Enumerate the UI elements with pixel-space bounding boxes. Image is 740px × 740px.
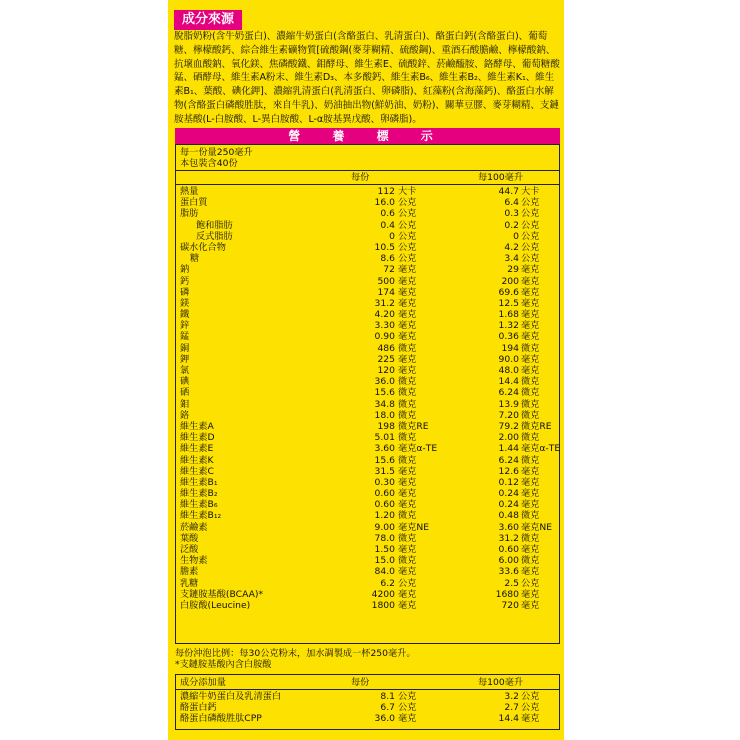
serving-size: 每一份量250毫升 [180,147,253,158]
column-header-per-serving: 每份 [351,677,370,688]
nutrient-name: 維生素B₂ [180,488,218,500]
per-serving-value: 0.60 [374,499,395,511]
notes [175,648,416,670]
per-serving-unit: 微克 [398,555,417,567]
per-serving-value: 500 [377,275,395,287]
per-serving-unit: 公克 [398,219,417,231]
per-100ml-value: 2.00 [498,432,519,444]
table-row [176,376,561,387]
per-100ml-value: 0.60 [498,544,519,555]
per-serving-value: 4.20 [374,309,395,321]
per-100ml-unit: 微克 [521,510,540,522]
table-row [176,466,561,477]
per-100ml-value: 31.2 [498,532,519,544]
per-serving-value: 36.0 [374,376,395,388]
per-serving-value: 15.0 [374,555,395,567]
table-row [176,186,561,197]
per-100ml-unit: 微克 [521,432,540,444]
per-serving-unit: 公克 [398,253,417,265]
nutrient-name: 泛酸 [180,544,199,555]
table-row [176,555,561,566]
per-100ml-unit: 微克 [521,376,540,388]
table-row [176,488,561,499]
per-serving-unit: 毫克 [398,588,417,600]
per-serving-unit: 公克 [398,577,417,589]
column-header-per-100ml: 每100毫升 [478,172,524,183]
per-serving-value: 9.00 [374,521,395,533]
nutrient-name: 鎂 [180,297,190,309]
per-100ml-unit: 微克RE [521,420,552,432]
per-100ml-value: 1.44 [498,443,519,455]
per-100ml-unit: 毫克 [521,488,540,500]
bcaa-footnote: *支鏈胺基酸內含白胺酸 [175,659,272,670]
per-100ml-value: 48.0 [498,365,519,376]
per-100ml-unit: 毫克 [521,713,540,725]
nutrient-name: 鈣 [180,275,190,287]
per-100ml-value: 1.32 [498,320,519,332]
per-serving-unit: 毫克α-TE [398,443,438,455]
per-serving-value: 1.50 [374,544,395,555]
nutrient-name: 生物素 [180,555,208,567]
table-row [176,477,561,488]
nutrient-name: 鈉 [180,264,190,276]
per-serving-unit: 毫克 [398,275,417,287]
per-100ml-unit: 毫克 [521,275,540,287]
nutrient-name: 膽素 [180,566,199,578]
per-100ml-value: 0 [513,230,519,242]
nutrition-facts-header: 營 養 標 示 [175,128,560,144]
nutrient-name: 乳糖 [180,577,199,589]
per-serving-unit: 微克 [398,387,417,399]
per-serving-unit: 毫克 [398,488,417,500]
table-row [176,533,561,544]
per-serving-value: 6.2 [380,577,395,589]
per-serving-unit: 微克RE [398,420,429,432]
per-100ml-unit: 公克 [521,691,540,702]
per-100ml-value: 2.5 [504,577,519,589]
table-row [176,589,561,600]
table-row [176,354,561,365]
table-row [176,691,561,702]
nutrient-name: 磷 [180,286,190,298]
table-row [176,522,561,533]
nutrient-name: 鉀 [180,353,190,365]
per-serving-value: 8.6 [380,253,395,265]
per-100ml-unit: 微克 [521,398,540,410]
table-row [176,242,561,253]
nutrient-name: 維生素C [180,465,214,477]
per-100ml-value: 0.2 [504,219,519,231]
per-100ml-value: 0.24 [498,499,519,511]
per-serving-value: 84.0 [374,566,395,578]
per-100ml-value: 69.6 [498,286,519,298]
nutrient-name: 硒 [180,387,190,399]
per-100ml-value: 0.3 [504,208,519,220]
table-row [176,208,561,219]
per-serving-unit: 微克 [398,342,417,354]
per-100ml-unit: 微克 [521,387,540,399]
nutrient-name: 蛋白質 [180,197,208,209]
per-serving-value: 486 [377,342,395,354]
per-100ml-value: 0.48 [498,510,519,522]
per-serving-unit: 毫克 [398,320,417,332]
per-100ml-unit: 毫克 [521,499,540,511]
per-serving-unit: 微克 [398,432,417,444]
per-100ml-unit: 微克 [521,532,540,544]
per-serving-value: 8.1 [380,691,395,702]
per-100ml-unit: 毫克 [521,566,540,578]
per-serving-value: 0 [389,230,395,242]
nutrient-name: 維生素B₁₂ [180,510,222,522]
nutrient-name: 白胺酸(Leucine) [180,599,251,611]
table-row [176,600,561,611]
per-100ml-value: 0.12 [498,476,519,488]
per-100ml-value: 6.4 [504,197,519,209]
per-serving-value: 0.6 [380,208,395,220]
per-serving-value: 0.60 [374,488,395,500]
column-header-per-100ml: 每100毫升 [478,677,524,688]
per-100ml-value: 3.2 [504,691,519,702]
table-row [176,578,561,589]
table-row [176,276,561,287]
per-serving-unit: 公克 [398,691,417,702]
per-100ml-unit: 微克 [521,555,540,567]
per-100ml-unit: 毫克 [521,353,540,365]
per-100ml-value: 4.2 [504,241,519,253]
nutrient-name: 鐵 [180,309,190,321]
per-serving-value: 34.8 [374,398,395,410]
nutrient-name: 鉻 [180,409,190,421]
nutrient-name: 鉬 [180,398,190,410]
per-100ml-unit: 公克 [521,197,540,209]
per-serving-value: 16.0 [374,197,395,209]
per-100ml-value: 6.24 [498,454,519,466]
per-100ml-value: 3.60 [498,521,519,533]
table-row [176,455,561,466]
per-100ml-unit: 毫克 [521,297,540,309]
per-100ml-unit: 毫克 [521,365,540,376]
nutrient-name: 維生素B₆ [180,499,218,511]
per-100ml-unit: 毫克NE [521,521,553,533]
per-100ml-unit: 毫克 [521,599,540,611]
per-serving-value: 78.0 [374,532,395,544]
nutrient-name: 維生素B₁ [180,476,218,488]
per-100ml-value: 200 [501,275,519,287]
table-row [176,231,561,242]
per-serving-value: 36.0 [374,713,395,725]
table-row [176,399,561,410]
per-100ml-value: 79.2 [498,420,519,432]
per-serving-value: 72 [383,264,395,276]
per-serving-value: 31.5 [374,465,395,477]
per-serving-value: 0.4 [380,219,395,231]
table-row [176,421,561,432]
per-serving-unit: 微克 [398,409,417,421]
per-100ml-value: 6.00 [498,555,519,567]
per-serving-value: 225 [377,353,395,365]
table-row [176,309,561,320]
per-100ml-unit: 毫克 [521,331,540,343]
per-serving-unit: 毫克 [398,264,417,276]
nutrient-name: 葉酸 [180,532,199,544]
per-serving-value: 10.5 [374,241,395,253]
table-row [176,298,561,309]
per-serving-value: 6.7 [380,702,395,714]
per-100ml-unit: 毫克 [521,476,540,488]
per-100ml-unit: 公克 [521,208,540,220]
per-serving-value: 0.90 [374,331,395,343]
table-row [176,220,561,231]
per-100ml-value: 90.0 [498,353,519,365]
per-100ml-unit: 微克 [521,454,540,466]
per-serving-unit: 毫克 [398,465,417,477]
divider [176,184,559,185]
nutrient-name: 碳水化合物 [180,241,226,253]
per-serving-unit: 毫克 [398,297,417,309]
per-serving-value: 1.20 [374,510,395,522]
per-100ml-value: 6.24 [498,387,519,399]
per-serving-unit: 微克 [398,398,417,410]
nutrient-name: 糖 [190,253,200,265]
per-100ml-value: 44.7 [498,186,519,197]
nutrient-name: 鋅 [180,320,190,332]
ingredients-text: 脫脂奶粉(含牛奶蛋白)、濃縮牛奶蛋白(含酪蛋白、乳清蛋白)、酪蛋白鈣(含酪蛋白)、葡萄糖、檸檬酸鈣、綜合維生素礦物質[硫酸鋼(麥芽糊精、硫酸鋼)、重酒石酸膽鹼、檸檬酸鈉、抗壞血酸鈉、氧化鎂、焦磷酸鐵、鉬酵母、維生素E、硫酸鋅、菸鹼醯胺、鉻酵母、葡萄糖酸錳、硒酵母、維生素A粉末、維生素D₃、本多酸鈣、維生素B₆、維生素B₂、維生素K₁、維生素B₁、葉酸、碘化鉀]、濃縮乳清蛋白(乳清蛋白、卵磷脂)、紅藻粉(含海藻鈣)、酪蛋白水解物(含酪蛋白磷酸胜肽，來自牛乳)、奶油抽出物(鮮奶油、奶粉)、關華豆膠、麥芽糊精、支鏈胺基酸(L-白胺酸、L-異白胺酸、L-α胺基異戊酸、卵磷脂)。 [174,31,560,125]
per-serving-unit: 毫克 [398,309,417,321]
nutrition-facts-table [175,144,560,644]
per-100ml-unit: 毫克 [521,544,540,555]
per-100ml-value: 2.7 [504,702,519,714]
nutrient-name: 菸鹼素 [180,521,208,533]
per-serving-value: 31.2 [374,297,395,309]
per-serving-unit: 公克 [398,241,417,253]
table-row [176,443,561,454]
nutrient-name: 熱量 [180,186,199,197]
per-100ml-unit: 公克 [521,577,540,589]
table-row [176,510,561,521]
per-serving-unit: 公克 [398,208,417,220]
per-serving-value: 1800 [371,599,395,611]
table-row [176,410,561,421]
nutrition-rows [176,186,561,611]
per-serving-value: 5.01 [374,432,395,444]
per-serving-unit: 毫克 [398,331,417,343]
per-100ml-unit: 毫克 [521,465,540,477]
table-row [176,320,561,331]
table-row [176,331,561,342]
table-row [176,343,561,354]
per-serving-value: 3.30 [374,320,395,332]
table-row [176,253,561,264]
per-100ml-value: 13.9 [498,398,519,410]
per-100ml-value: 0.24 [498,488,519,500]
table-row [176,197,561,208]
per-serving-value: 15.6 [374,387,395,399]
nutrient-name: 支鏈胺基酸(BCAA)* [180,588,264,600]
per-100ml-value: 29 [507,264,519,276]
nutrient-name: 維生素E [180,443,214,455]
table-row [176,387,561,398]
ingredients-title: 成分來源 [174,10,242,30]
additives-table [175,674,560,730]
per-100ml-value: 14.4 [498,376,519,388]
per-serving-unit: 毫克 [398,713,417,725]
nutrient-name: 維生素A [180,420,214,432]
per-serving-unit: 毫克 [398,599,417,611]
per-serving-unit: 毫克 [398,353,417,365]
per-serving-value: 3.60 [374,443,395,455]
per-serving-unit: 毫克NE [398,521,430,533]
per-serving-unit: 公克 [398,230,417,242]
additives-rows [176,691,561,725]
divider [176,170,559,171]
nutrient-name: 碘 [180,376,190,388]
per-100ml-value: 1680 [495,588,519,600]
per-100ml-unit: 公克 [521,241,540,253]
column-header-per-serving: 每份 [351,172,370,183]
per-100ml-value: 7.20 [498,409,519,421]
per-100ml-value: 14.4 [498,713,519,725]
per-serving-unit: 微克 [398,532,417,544]
table-row [176,432,561,443]
per-100ml-value: 12.6 [498,465,519,477]
table-row [176,264,561,275]
per-100ml-unit: 毫克α-TE [521,443,561,455]
per-100ml-unit: 微克 [521,409,540,421]
per-100ml-unit: 毫克 [521,588,540,600]
table-row [176,499,561,510]
per-100ml-value: 720 [501,599,519,611]
serving-preparation-note: 每份沖泡比例：每30公克粉末，加水調製成一杯250毫升。 [175,648,416,659]
per-100ml-unit: 毫克 [521,320,540,332]
per-100ml-value: 12.5 [498,297,519,309]
per-serving-value: 4200 [371,588,395,600]
per-serving-value: 15.6 [374,454,395,466]
per-serving-value: 120 [377,365,395,376]
nutrient-name: 酪蛋白磷酸胜肽CPP [180,713,262,725]
per-serving-unit: 毫克 [398,365,417,376]
per-serving-unit: 毫克 [398,476,417,488]
nutrient-name: 脂肪 [180,208,199,220]
additives-header: 成分添加量 [180,677,226,688]
per-serving-unit: 毫克 [398,566,417,578]
nutrient-name: 飽和脂肪 [196,219,233,231]
table-row [176,544,561,555]
servings-per-package: 本包裝含40份 [180,158,238,169]
per-serving-unit: 毫克 [398,499,417,511]
per-serving-unit: 微克 [398,454,417,466]
per-100ml-unit: 毫克 [521,309,540,321]
per-100ml-unit: 毫克 [521,264,540,276]
per-serving-unit: 公克 [398,197,417,209]
table-row [176,287,561,298]
nutrient-name: 錳 [180,331,190,343]
per-100ml-value: 0.36 [498,331,519,343]
nutrient-name: 維生素K [180,454,214,466]
per-serving-unit: 毫克 [398,544,417,555]
per-100ml-value: 1.68 [498,309,519,321]
per-100ml-value: 194 [501,342,519,354]
table-row [176,566,561,577]
nutrient-name: 維生素D [180,432,215,444]
per-100ml-unit: 公克 [521,253,540,265]
per-100ml-unit: 毫克 [521,286,540,298]
nutrient-name: 氯 [180,365,190,376]
per-serving-value: 174 [377,286,395,298]
per-serving-unit: 公克 [398,702,417,714]
nutrient-name: 銅 [180,342,190,354]
per-serving-value: 198 [377,420,395,432]
per-100ml-unit: 公克 [521,702,540,714]
per-100ml-unit: 公克 [521,219,540,231]
per-serving-unit: 微克 [398,510,417,522]
table-row [176,713,561,724]
per-serving-unit: 毫克 [398,286,417,298]
nutrient-name: 酪蛋白鈣 [180,702,217,714]
table-row [176,702,561,713]
divider [176,689,559,690]
table-row [176,365,561,376]
nutrient-name: 濃縮牛奶蛋白及乳清蛋白 [180,691,282,702]
per-serving-value: 112 [377,186,395,197]
per-100ml-value: 33.6 [498,566,519,578]
per-100ml-unit: 微克 [521,342,540,354]
nutrient-name: 反式脂肪 [196,230,233,242]
per-100ml-unit: 公克 [521,230,540,242]
per-100ml-value: 3.4 [504,253,519,265]
per-serving-unit: 微克 [398,376,417,388]
per-100ml-unit: 大卡 [521,186,540,197]
per-serving-value: 18.0 [374,409,395,421]
per-serving-value: 0.30 [374,476,395,488]
per-serving-unit: 大卡 [398,186,417,197]
